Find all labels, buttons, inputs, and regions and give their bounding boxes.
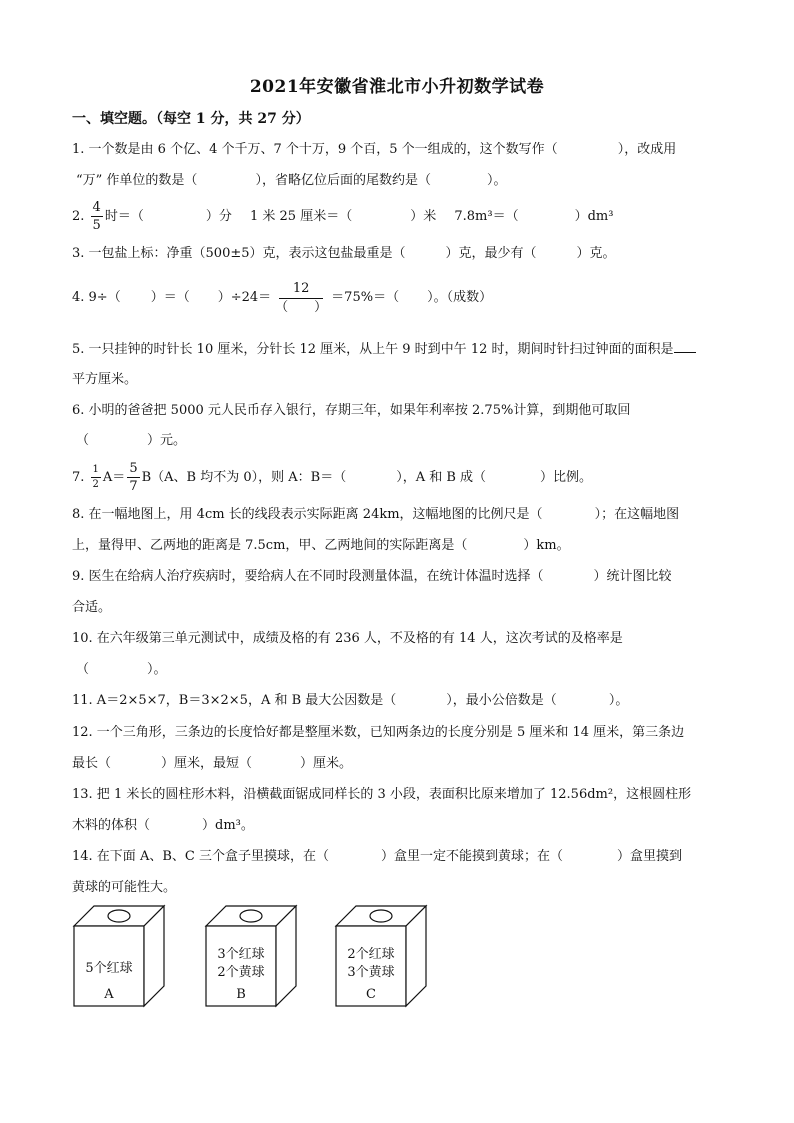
question-1-line-2: “万” 作单位的数是（ ），省略亿位后面的尾数约是（ ）。 [76, 173, 507, 188]
question-14-line-2: 黄球的可能性大。 [72, 880, 177, 895]
box-c-line-2: 3个黄球 [347, 965, 395, 980]
fraction: $\frac{1}{2}$ [92, 464, 99, 490]
question-6-line-1: 6. 小明的爸爸把 5000 元人民币存入银行，存期三年，如果年利率按 2.75%计算，到期他可取回 [72, 403, 631, 418]
box-a-line-1: 5个红球 [85, 961, 133, 976]
question-3: 3. 一包盐上标：净重（500±5）克，表示这包盐最重是（ ）克，最少有（ ）克。 [72, 246, 616, 261]
box-b-line-2: 2个黄球 [217, 965, 265, 980]
box-c-line-1: 2个红球 [347, 947, 395, 962]
question-11: 11. A＝2×5×7，B＝3×2×5，A 和 B 最大公因数是（ ），最小公倍数是（ ）。 [72, 693, 629, 708]
question-1-line-1: 1. 一个数是由 6 个亿、4 个千万、7 个十万，9 个百，5 个一组成的，这个数写作（ ），改成用 [72, 142, 677, 157]
question-14-line-1: 14. 在下面 A、B、C 三个盒子里摸球，在（ ）盒里一定不能摸到黄球；在（ ）盒里摸到 [72, 849, 682, 864]
box-b-line-1: 3个红球 [217, 947, 265, 962]
question-9-line-1: 9. 医生在给病人治疗疾病时，要给病人在不同时段测量体温，在统计体温时选择（ ）统计图比较 [72, 569, 672, 584]
box-c [336, 906, 426, 1006]
question-12-line-1: 12. 一个三角形，三条边的长度恰好都是整厘米数，已知两条边的长度分别是 5 厘米和 14 厘米，第三条边 [72, 725, 685, 740]
question-9-line-2: 合适。 [72, 600, 112, 615]
ball-boxes-figure [72, 900, 472, 1010]
question-8-line-1: 8. 在一幅地图上，用 4cm 长的线段表示实际距离 24km，这幅地图的比例尺是（ ）；在这幅地图 [72, 507, 680, 522]
box-b [206, 906, 296, 1006]
box-c-label: C [366, 987, 376, 1002]
fraction: $\frac{5}{7}$ [129, 461, 138, 494]
page-title: 2021年安徽省淮北市小升初数学试卷 [249, 77, 545, 97]
question-8-line-2: 上，量得甲、乙两地的距离是 7.5cm，甲、乙两地间的实际距离是（ ）km。 [72, 538, 570, 553]
section-heading: 一、填空题。（每空 1 分，共 27 分） [72, 111, 310, 127]
question-5-line-2: 平方厘米。 [72, 372, 138, 387]
question-10-line-2: （ ）。 [76, 662, 167, 677]
question-2: 2. $\frac{4}{5}$ 时＝（ ）分 1 米 25 厘米＝（ ）米 7.8m³＝（ ）dm³ [72, 200, 614, 233]
question-4: 4. 9÷（ ）＝（ ）÷24＝ $\frac{12}{( )}$ ＝75%＝（ ）。（成数） [72, 280, 493, 315]
question-13-line-1: 13. 把 1 米长的圆柱形木料，沿横截面锯成同样长的 3 小段，表面积比原来增加了 12.56dm²，这根圆柱形 [72, 787, 692, 802]
box-b-label: B [236, 987, 246, 1002]
fraction: $\frac{4}{5}$ [92, 200, 101, 233]
box-a-label: A [104, 987, 114, 1002]
fraction: $\frac{12}{( )}$ [275, 280, 328, 315]
box-a [74, 906, 164, 1006]
question-6-line-2: （ ）元。 [76, 433, 187, 448]
question-13-line-2: 木料的体积（ ）dm³。 [72, 818, 254, 833]
question-10-line-1: 10. 在六年级第三单元测试中，成绩及格的有 236 人，不及格的有 14 人，这次考试的及格率是 [72, 631, 623, 646]
answer-underline[interactable] [674, 340, 696, 353]
question-5-line-1: 5. 一只挂钟的时针长 10 厘米，分针长 12 厘米，从上午 9 时到中午 12 时，期间时针扫过钟面的面积是 [72, 340, 696, 359]
question-12-line-2: 最长（ ）厘米，最短（ ）厘米。 [72, 756, 353, 771]
question-7: 7. $\frac{1}{2}$ A＝ $\frac{5}{7}$ B（A、B 均不为 0），则 A：B＝（ ），A 和 B 成（ ）比例。 [72, 461, 593, 494]
